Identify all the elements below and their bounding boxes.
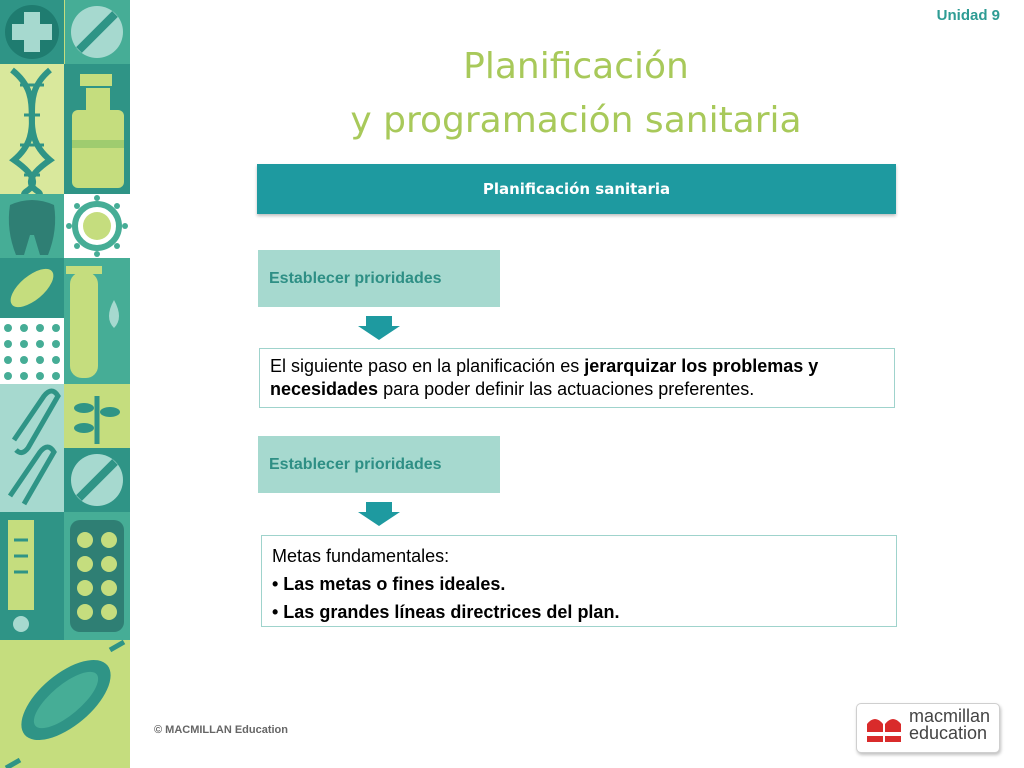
pill-icon (65, 0, 130, 64)
down-arrow-icon (358, 316, 400, 340)
plant-icon (64, 384, 130, 512)
test-tube-icon (64, 258, 130, 384)
goal-item: • Las metas o fines ideales. (272, 574, 506, 594)
copyright-text: © MACMILLAN Education (154, 724, 288, 736)
pill-blister-icon (64, 512, 130, 640)
description-text-end: para poder definir las actuaciones preferentes. (378, 379, 755, 399)
logo-line-2: education (909, 723, 988, 743)
paperclip-icon (0, 384, 64, 512)
medical-cross-icon (0, 0, 64, 64)
decorative-medical-strip (0, 0, 130, 768)
macmillan-logo (856, 703, 1000, 753)
step-description-2 (261, 535, 897, 627)
down-arrow-icon (358, 502, 400, 526)
step-description-1 (259, 348, 895, 408)
goal-item: • Las grandes líneas directrices del plan. (272, 602, 620, 622)
bacteria-icon (0, 258, 64, 384)
section-header-bar: Planificación sanitaria (257, 164, 896, 214)
spray-bottle-icon (64, 64, 130, 194)
page-title (240, 40, 912, 148)
step-box-2: Establecer prioridades (258, 436, 500, 493)
step-box-1: Establecer prioridades (258, 250, 500, 307)
logo-line-1: macmillan (909, 706, 991, 726)
description-emphasis: jerarquizar los problemas y necesidades (270, 356, 819, 399)
title-line-2: y programación sanitaria (350, 100, 802, 141)
tooth-icon (0, 194, 64, 258)
clipboard-icon (0, 512, 64, 640)
bacteria-large-icon (0, 640, 130, 768)
dna-icon (0, 64, 64, 194)
description-text: El siguiente paso en la planificación es (270, 356, 585, 376)
title-line-1: Planificación (463, 46, 689, 87)
virus-icon (64, 194, 130, 258)
unit-label: Unidad 9 (936, 7, 1000, 24)
goals-intro: Metas fundamentales: (272, 546, 450, 566)
macmillan-mark-icon (865, 712, 905, 744)
